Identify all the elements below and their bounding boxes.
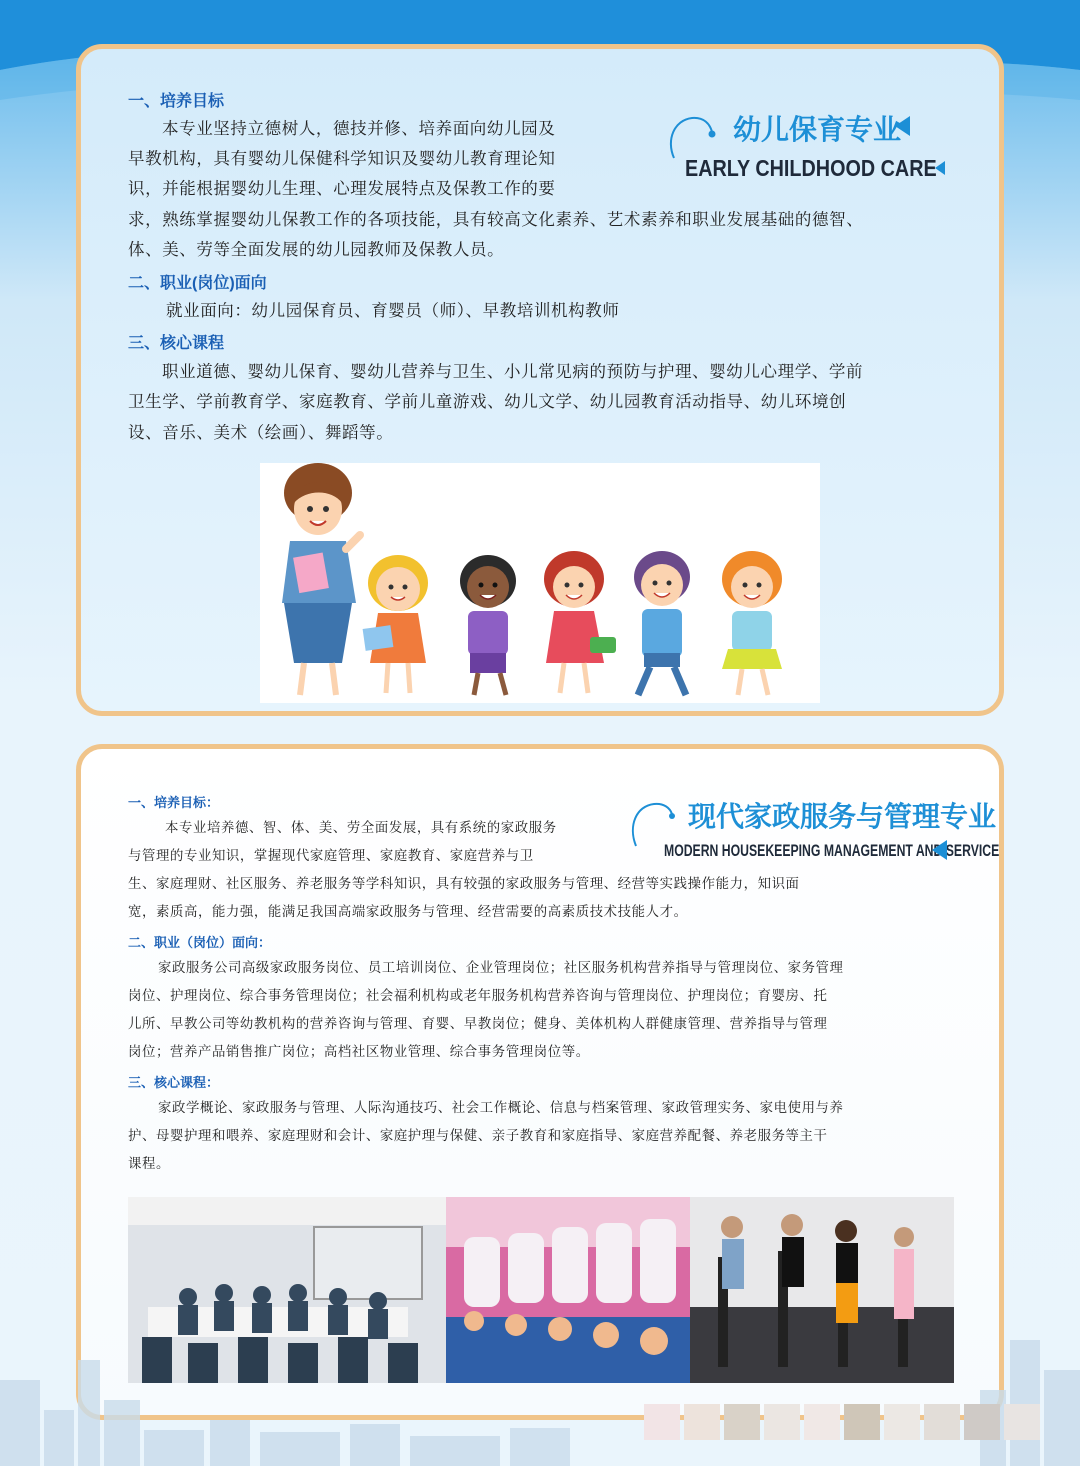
s2-heading-goal: 一、培养目标： bbox=[128, 795, 220, 810]
s1-title-en: EARLY CHILDHOOD CARE bbox=[685, 155, 937, 181]
s2-courses-line-3: 课程。 bbox=[128, 1157, 170, 1172]
s1-heading-goal: 一、培养目标 bbox=[128, 93, 225, 110]
s2-career-line-4: 岗位；营养产品销售推广岗位；高档社区物业管理、综合事务管理岗位等。 bbox=[128, 1045, 590, 1060]
s2-career-line-2: 岗位、护理岗位、综合事务管理岗位；社会福利机构或老年服务机构营养咨询与管理岗位、护理岗位；育婴房、托 bbox=[128, 989, 828, 1004]
s1-goal-line-2: 早教机构，具有婴幼儿保健科学知识及婴幼儿教育理论知 bbox=[128, 149, 556, 168]
triangle-left-icon bbox=[935, 161, 945, 175]
s2-heading-courses: 三、核心课程： bbox=[128, 1075, 220, 1090]
s2-goal-line-1: 本专业培养德、智、体、美、劳全面发展，具有系统的家政服务 bbox=[165, 821, 557, 836]
s2-career-line-3: 儿所、早教公司等幼教机构的营养咨询与管理、育婴、早教岗位；健身、美体机构人群健康管理、营养指导与管理 bbox=[128, 1017, 828, 1032]
s2-title-cn: 现代家政服务与管理专业 bbox=[688, 800, 997, 833]
triangle-left-icon bbox=[895, 116, 910, 136]
s2-goal-line-4: 宽，素质高，能力强，能满足我国高端家政服务与管理、经营需要的高素质技术技能人才。 bbox=[128, 905, 688, 920]
s1-goal-line-3: 识，并能根据婴幼儿生理、心理发展特点及保教工作的要 bbox=[128, 179, 556, 198]
s2-courses-line-2: 护、母婴护理和喂养、家庭理财和会计、家庭护理与保健、亲子教育和家庭指导、家庭营养配餐、养老服务等主干 bbox=[128, 1129, 828, 1144]
s2-courses-line-1: 家政学概论、家政服务与管理、人际沟通技巧、社会工作概论、信息与档案管理、家政管理实务、家电使用与养 bbox=[158, 1101, 844, 1116]
s2-career-line-1: 家政服务公司高级家政服务岗位、员工培训岗位、企业管理岗位；社区服务机构营养指导与管理岗位、家务管理 bbox=[158, 961, 844, 976]
s1-goal-line-1: 本专业坚持立德树人，德技并修、培养面向幼儿园及 bbox=[162, 119, 556, 138]
s1-heading-career: 二、职业(岗位)面向 bbox=[128, 275, 267, 292]
s1-heading-courses: 三、核心课程 bbox=[128, 335, 225, 352]
s2-goal-line-2: 与管理的专业知识，掌握现代家庭管理、家庭教育、家庭营养与卫 bbox=[128, 849, 534, 864]
city-skyline-decoration bbox=[0, 1320, 1080, 1466]
s1-courses-line-1: 职业道德、婴幼儿保育、婴幼儿营养与卫生、小儿常见病的预防与护理、婴幼儿心理学、学前 bbox=[162, 362, 864, 381]
s1-courses-line-3: 设、音乐、美术（绘画）、舞蹈等。 bbox=[128, 423, 394, 442]
s1-goal-line-5: 体、美、劳等全面发展的幼儿园教师及保教人员。 bbox=[128, 240, 505, 259]
s1-goal-line-4: 求，熟练掌握婴幼儿保教工作的各项技能，具有较高文化素养、艺术素养和职业发展基础的德智、 bbox=[128, 210, 864, 229]
blurred-watermark bbox=[644, 1400, 1074, 1444]
s2-goal-line-3: 生、家庭理财、社区服务、养老服务等学科知识，具有较强的家政服务与管理、经营等实践操作能力，知识面 bbox=[128, 877, 800, 892]
s2-title-en: MODERN HOUSEKEEPING MANAGEMENT AND SERVICE bbox=[664, 841, 1000, 860]
s1-title-cn: 幼儿保育专业 bbox=[733, 113, 902, 146]
triangle-left-icon bbox=[932, 840, 947, 860]
teacher-children-illustration bbox=[260, 463, 820, 703]
s2-heading-career: 二、职业（岗位）面向： bbox=[128, 935, 272, 950]
s1-courses-line-2: 卫生学、学前教育学、家庭教育、学前儿童游戏、幼儿文学、幼儿园教育活动指导、幼儿环境创 bbox=[128, 392, 847, 411]
s1-career-paragraph: 就业面向：幼儿园保育员、育婴员（师）、早教培训机构教师 bbox=[166, 301, 620, 320]
